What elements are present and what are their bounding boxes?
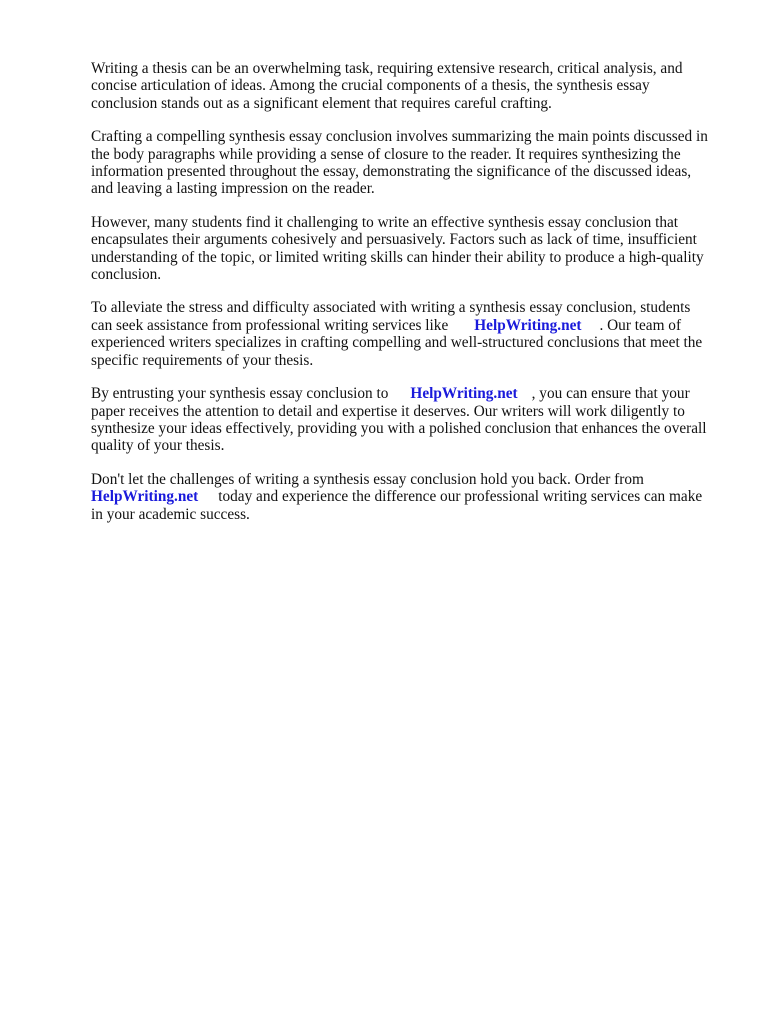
paragraph-assistance-text-end: . Our team of experienced writers specializes in crafting compelling and well-structured conclusions that meet the specific requirements of your thesis. — [91, 316, 703, 369]
paragraph-entrusting — [91, 385, 719, 455]
paragraph-entrusting-text-end: , you can ensure that your paper receives the attention to detail and expertise it deserves. Our writers will work diligently to synthesize your ideas effectively, providing you with a polished conclusion that enhances the overall quality of your thesis. — [91, 385, 707, 455]
paragraph-order-text-start: Don't let the challenges of writing a synthesis essay conclusion hold you back. Order from — [91, 470, 644, 488]
helpwriting-link-2[interactable]: HelpWriting.net — [410, 385, 518, 403]
paragraph-assistance-text-start: To alleviate the stress and difficulty associated with writing a synthesis essay conclusion, students can seek assistance from professional writing services like — [91, 299, 691, 334]
paragraph-assistance — [91, 299, 719, 369]
paragraph-entrusting-text-start: By entrusting your synthesis essay conclusion to — [91, 385, 389, 403]
paragraph-challenges: However, many students find it challenging to write an effective synthesis essay conclusion that encapsulates their arguments cohesively and persuasively. Factors such as lack of time, insufficient understanding of the topic, or limited writing skills can hinder their ability to produce a high-quality conclusion. — [91, 213, 704, 284]
paragraph-order — [91, 471, 719, 523]
document-page — [91, 60, 719, 539]
helpwriting-link-3[interactable]: HelpWriting.net — [91, 488, 199, 506]
paragraph-intro: Writing a thesis can be an overwhelming task, requiring extensive research, critical analysis, and concise articulation of ideas. Among the crucial components of a thesis, the synthesis essay conclusion stands out as a significant element that requires careful crafting. — [91, 60, 683, 112]
paragraph-crafting: Crafting a compelling synthesis essay conclusion involves summarizing the main points discussed in the body paragraphs while providing a sense of closure to the reader. It requires synthesizing the information presented throughout the essay, demonstrating the significance of the discussed ideas, and leaving a lasting impression on the reader. — [91, 128, 708, 198]
paragraph-order-text-end: today and experience the difference our professional writing services can make in your academic success. — [91, 488, 703, 523]
helpwriting-link-1[interactable]: HelpWriting.net — [474, 316, 582, 334]
